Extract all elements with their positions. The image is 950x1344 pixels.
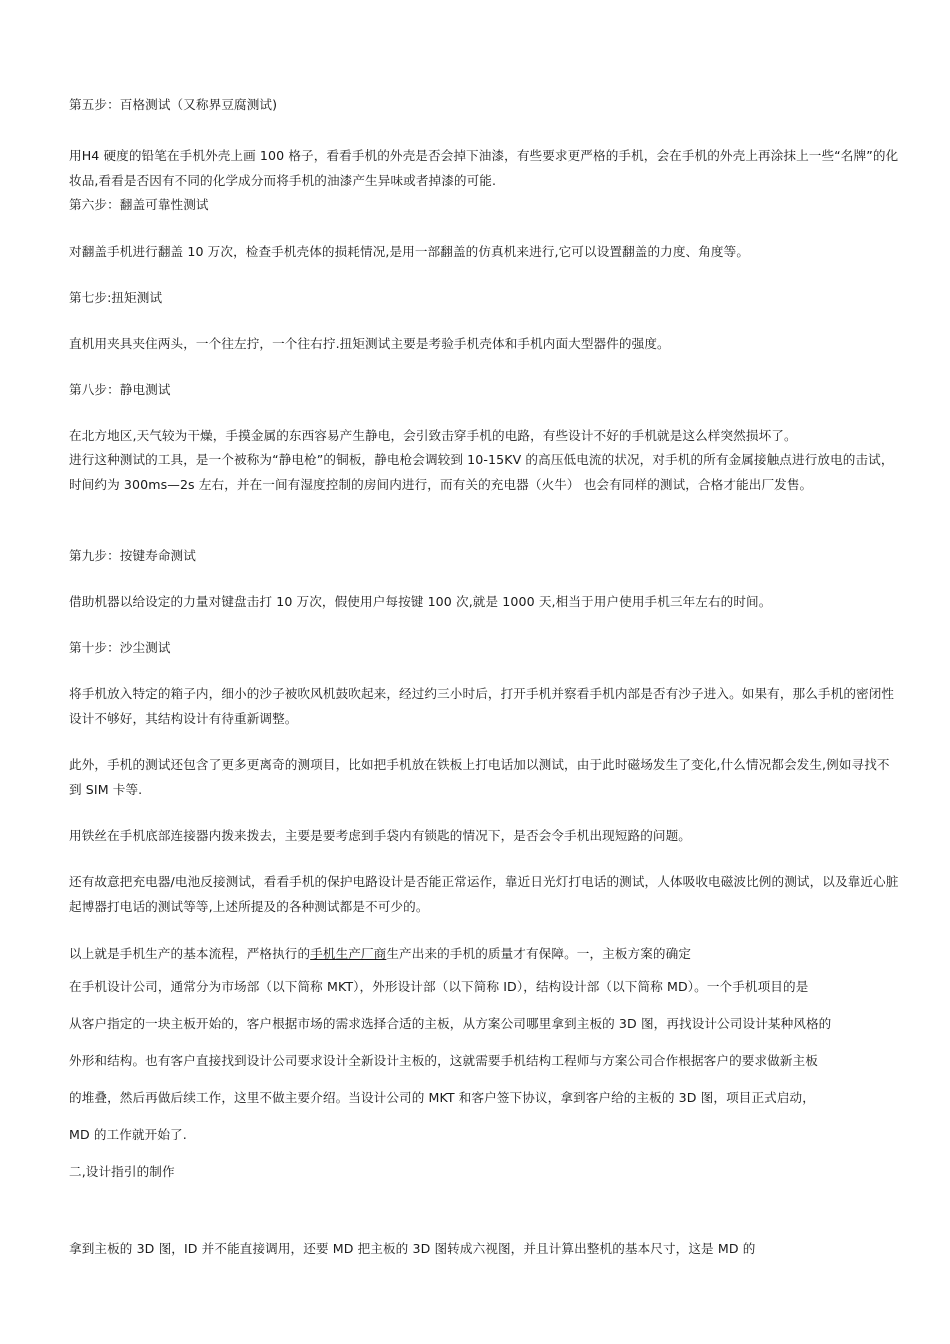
step5-body: 用H4 硬度的铅笔在手机外壳上画 100 格子，看看手机的外壳是否会掉下油漆，有些要求更严格的手机，会在手机的外壳上再涂抹上一些“名牌”的化妆品,看看是否因有不同的化学成分而将手机的油漆产生异味或者掉漆的可能. [69, 148, 899, 188]
mkt-line-5: MD 的工作就开始了. [69, 1127, 187, 1142]
mkt-line-2: 从客户指定的一块主板开始的，客户根据市场的需求选择合适的主板，从方案公司哪里拿到主板的 3D 图，再找设计公司设计某种风格的 [69, 1016, 832, 1031]
extra-tests-1: 此外，手机的测试还包含了更多更离奇的测项目，比如把手机放在铁板上打电话加以测试，由于此时磁场发生了变化,什么情况都会发生,例如寻找不到 SIM 卡等. [69, 757, 890, 797]
step9-heading: 第九步：按键寿命测试 [69, 548, 196, 563]
step9-body: 借助机器以给设定的力量对键盘击打 10 万次，假使用户每按键 100 次,就是 1000 天,相当于用户使用手机三年左右的时间。 [69, 594, 772, 609]
summary-paragraph [69, 941, 899, 966]
step10-heading: 第十步：沙尘测试 [69, 640, 171, 655]
step6-body: 对翻盖手机进行翻盖 10 万次，检查手机壳体的损耗情况,是用一部翻盖的仿真机来进行,它可以设置翻盖的力度、角度等。 [69, 244, 750, 259]
step5-heading: 第五步：百格测试（又称界豆腐测试) [69, 97, 278, 112]
section2-heading: 二,设计指引的制作 [69, 1164, 175, 1179]
section2-body: 拿到主板的 3D 图，ID 并不能直接调用，还要 MD 把主板的 3D 图转成六视图，并且计算出整机的基本尺寸，这是 MD 的 [69, 1241, 756, 1256]
step7-body: 直机用夹具夹住两头，一个往左拧，一个往右拧.扭矩测试主要是考验手机壳体和手机内面大型器件的强度。 [69, 336, 670, 351]
extra-tests-3: 还有故意把充电器/电池反接测试，看看手机的保护电路设计是否能正常运作，靠近日光灯打电话的测试，人体吸收电磁波比例的测试，以及靠近心脏起博器打电话的测试等等,上述所提及的各种测试都是不可少的。 [69, 874, 899, 914]
summary-text-pre: 以上就是手机生产的基本流程，严格执行的 [69, 946, 311, 961]
step8-heading: 第八步：静电测试 [69, 382, 171, 397]
step8-body-1: 在北方地区,天气较为干燥，手摸金属的东西容易产生静电，会引致击穿手机的电路，有些设计不好的手机就是这么样突然损坏了。 [69, 428, 797, 443]
step7-heading: 第七步:扭矩测试 [69, 290, 163, 305]
step10-body: 将手机放入特定的箱子内，细小的沙子被吹风机鼓吹起来，经过约三小时后，打开手机并察看手机内部是否有沙子进入。如果有，那么手机的密闭性设计不够好，其结构设计有待重新调整。 [69, 686, 895, 726]
mkt-line-1: 在手机设计公司，通常分为市场部（以下简称 MKT），外形设计部（以下简称 ID），结构设计部（以下简称 MD）。一个手机项目的是 [69, 979, 809, 994]
extra-tests-2: 用铁丝在手机底部连接器内拨来拨去，主要是要考虑到手袋内有锁匙的情况下，是否会令手机出现短路的问题。 [69, 828, 691, 843]
summary-text-post: 生产出来的手机的质量才有保障。一，主板方案的确定 [386, 946, 692, 961]
step8-body-2: 进行这种测试的工具，是一个被称为“静电枪”的铜板，静电枪会调较到 10-15KV 的高压低电流的状况，对手机的所有金属接触点进行放电的击试，时间约为 300ms—2s 左右，并在一间有湿度控制的房间内进行，而有关的充电器（火牛） 也会有同样的测试，合格才能出厂发售。 [69, 452, 894, 492]
mkt-line-3: 外形和结构。也有客户直接找到设计公司要求设计全新设计主板的，这就需要手机结构工程师与方案公司合作根据客户的要求做新主板 [69, 1053, 818, 1068]
manufacturer-link[interactable]: 手机生产厂商 [310, 946, 387, 961]
mkt-line-4: 的堆叠，然后再做后续工作，这里不做主要介绍。当设计公司的 MKT 和客户签下协议，拿到客户给的主板的 3D 图，项目正式启动， [69, 1090, 815, 1105]
step6-heading: 第六步：翻盖可靠性测试 [69, 197, 209, 212]
